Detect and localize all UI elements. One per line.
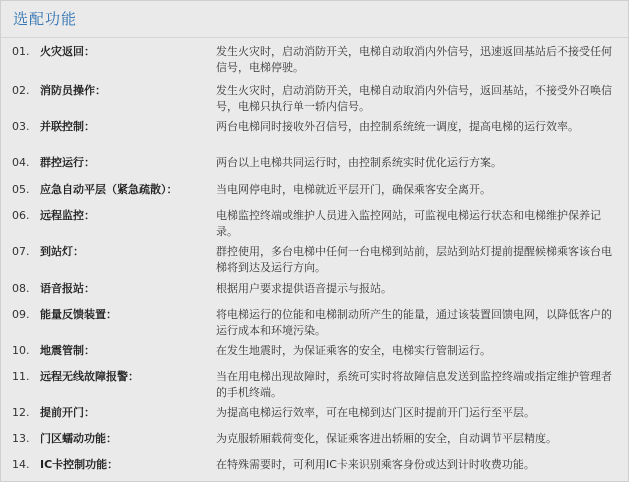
feature-number: 13. — [12, 432, 30, 445]
feature-number: 01. — [12, 45, 30, 58]
feature-description: 在发生地震时，为保证乘客的安全，电梯实行管制运行。 — [216, 344, 491, 357]
feature-number: 11. — [12, 370, 30, 383]
feature-name: 火灾返回： — [40, 45, 95, 58]
title-divider — [1, 37, 628, 38]
feature-description: 为提高电梯运行效率，可在电梯到达门区时提前开门运行至平层。 — [216, 406, 535, 419]
feature-name: 语音报站： — [40, 282, 95, 295]
feature-name: 并联控制： — [40, 120, 95, 133]
feature-name: 远程无线故障报警： — [40, 370, 139, 383]
feature-description: 在特殊需要时，可利用IC卡来识别乘客身份或达到计时收费功能。 — [216, 458, 535, 471]
feature-number: 14. — [12, 458, 30, 471]
feature-number: 10. — [12, 344, 30, 357]
feature-name: IC卡控制功能： — [40, 458, 119, 471]
feature-description: 两台电梯同时接收外召信号，由控制系统统一调度，提高电梯的运行效率。 — [216, 120, 579, 133]
feature-description: 根据用户要求提供语音提示与报站。 — [216, 282, 392, 295]
feature-number: 08. — [12, 282, 30, 295]
feature-name: 能量反馈装置： — [40, 308, 117, 321]
feature-description: 群控使用，多台电梯中任何一台电梯到站前，层站到站灯提前提醒候梯乘客该台电梯将到达及运行方向。 — [216, 245, 612, 274]
feature-number: 04. — [12, 156, 30, 169]
feature-name: 群控运行： — [40, 156, 95, 169]
feature-name: 远程监控： — [40, 209, 95, 222]
feature-description: 当在用电梯出现故障时，系统可实时将故障信息发送到监控终端或指定维护管理者的手机终端。 — [216, 370, 612, 399]
feature-name: 地震管制： — [40, 344, 95, 357]
feature-number: 02. — [12, 84, 30, 97]
feature-number: 09. — [12, 308, 30, 321]
feature-number: 06. — [12, 209, 30, 222]
feature-name: 应急自动平层（紧急疏散）： — [40, 183, 178, 196]
feature-number: 07. — [12, 245, 30, 258]
section-title: 选配功能 — [13, 10, 78, 28]
feature-number: 03. — [12, 120, 30, 133]
feature-number: 05. — [12, 183, 30, 196]
feature-name: 提前开门： — [40, 406, 95, 419]
feature-description: 发生火灾时，启动消防开关，电梯自动取消内外信号，返回基站，不接受外召唤信号，电梯只执行单一轿内信号。 — [216, 84, 612, 113]
feature-description: 为克服轿厢载荷变化，保证乘客进出轿厢的安全，自动调节平层精度。 — [216, 432, 557, 445]
feature-name: 门区蠕动功能： — [40, 432, 117, 445]
feature-description: 发生火灾时，启动消防开关，电梯自动取消内外信号，迅速返回基站后不接受任何信号，电梯停驶。 — [216, 45, 612, 74]
feature-description: 两台以上电梯共同运行时，由控制系统实时优化运行方案。 — [216, 156, 502, 169]
feature-name: 到站灯： — [40, 245, 84, 258]
feature-description: 将电梯运行的位能和电梯制动所产生的能量，通过该装置回馈电网，以降低客户的运行成本和环境污染。 — [216, 308, 612, 337]
feature-description: 电梯监控终端或维护人员进入监控网站，可监视电梯运行状态和电梯维护保养记录。 — [216, 209, 601, 238]
feature-name: 消防员操作： — [40, 84, 106, 97]
feature-description: 当电网停电时，电梯就近平层开门，确保乘客安全离开。 — [216, 183, 491, 196]
feature-number: 12. — [12, 406, 30, 419]
